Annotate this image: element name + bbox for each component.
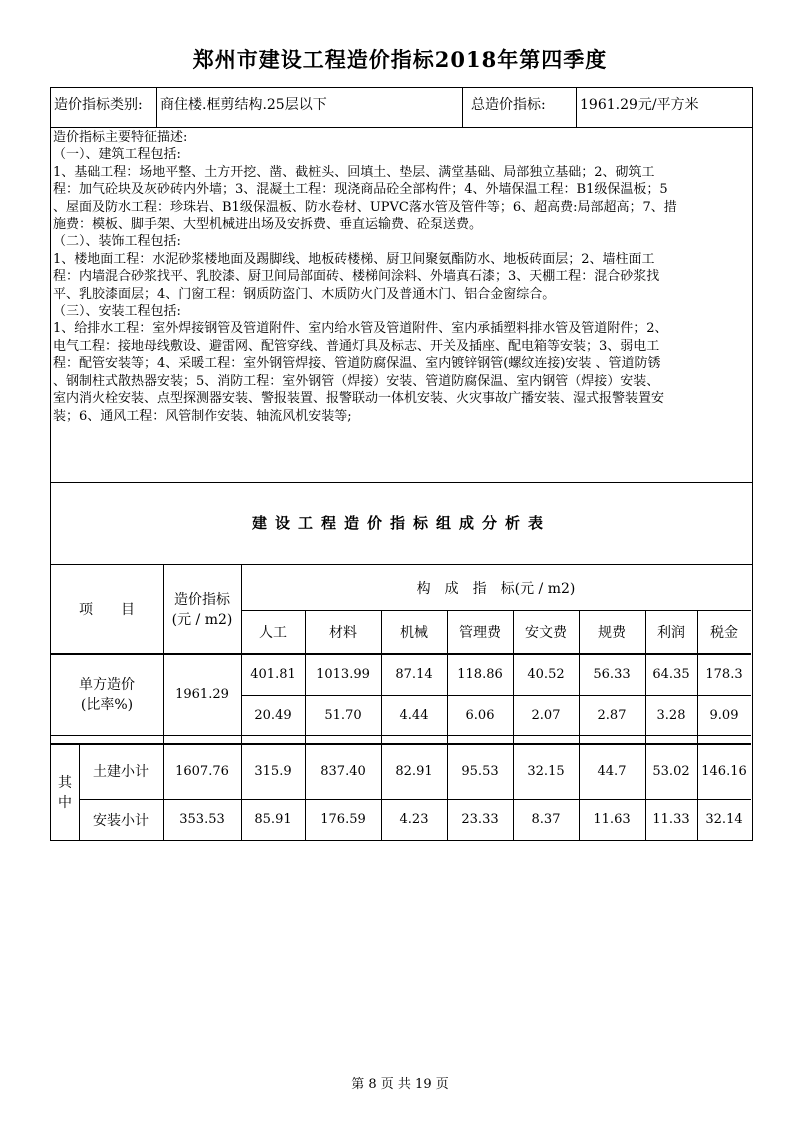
page-title: 郑州市建设工程造价指标2018年第四季度 xyxy=(192,47,608,72)
index-header-line2: (元 / m2) xyxy=(171,612,233,628)
cost-index-sheet xyxy=(50,87,753,841)
grid-line xyxy=(513,610,514,840)
unit-cost-value: 40.52 xyxy=(527,666,565,682)
column-header: 利润 xyxy=(657,624,685,641)
column-header: 规费 xyxy=(598,624,626,641)
grid-line xyxy=(51,653,751,655)
grid-line xyxy=(51,735,751,736)
column-header: 人工 xyxy=(259,624,287,641)
desc-line: 造价指标主要特征描述: xyxy=(53,130,188,145)
desc-line: 1、基础工程：场地平整、土方开挖、凿、截桩头、回填土、垫层、满堂基础、局部独立基础；2、砌筑工 xyxy=(53,164,655,180)
desc-line: 电气工程：接地母线敷设、避雷网、配管穿线、普通灯具及标志、开关及插座、配电箱等安装；3、弱电工 xyxy=(53,338,660,354)
install-value: 32.14 xyxy=(705,812,743,827)
column-header: 机械 xyxy=(400,624,428,641)
install-value: 11.33 xyxy=(652,812,690,827)
civil-value: 32.15 xyxy=(527,763,565,779)
header-row xyxy=(51,88,752,128)
grid-line xyxy=(645,610,646,840)
civil-value: 82.91 xyxy=(395,763,433,779)
grid-line xyxy=(241,695,751,696)
column-header: 税金 xyxy=(710,624,738,641)
column-header: 安文费 xyxy=(525,624,567,641)
desc-line: 1、楼地面工程：水泥砂浆楼地面及踢脚线、地板砖楼梯、厨卫间聚氨酯防水、地板砖面层；2、墙柱面工 xyxy=(53,251,655,267)
ratio-value: 2.07 xyxy=(531,707,561,723)
ratio-value: 51.70 xyxy=(324,707,362,723)
civil-value: 44.7 xyxy=(597,763,627,779)
civil-label: 土建小计 xyxy=(93,764,149,780)
category-label: 造价指标类别: xyxy=(51,88,157,127)
ratio-value: 4.44 xyxy=(399,707,429,723)
ratio-value: 9.09 xyxy=(709,707,739,723)
page-footer: 第 8 页 共 19 页 xyxy=(351,1077,449,1092)
item-header: 项 目 xyxy=(79,602,135,618)
unit-cost-label-line2: (比率%) xyxy=(80,697,134,713)
install-total: 353.53 xyxy=(179,812,225,827)
among-label xyxy=(51,743,79,840)
install-value: 8.37 xyxy=(531,812,561,827)
index-header-line1: 造价指标 xyxy=(174,592,230,608)
install-value: 85.91 xyxy=(254,812,292,827)
index-header xyxy=(163,565,241,653)
desc-line: 程：配管安装等；4、采暖工程：室外钢管焊接、管道防腐保温、室内镀锌钢管(螺纹连接)安装 、管道防锈 xyxy=(53,356,661,372)
unit-cost-value: 64.35 xyxy=(652,666,690,682)
install-label: 安装小计 xyxy=(93,812,149,829)
grid-line xyxy=(381,610,382,840)
install-value: 11.63 xyxy=(593,812,631,827)
civil-value: 95.53 xyxy=(461,763,499,779)
desc-line: 、钢制柱式散热器安装；5、消防工程：室外钢管（焊接）安装、管道防腐保温、室内钢管（焊接）安装、 xyxy=(53,373,660,389)
unit-cost-label-line1: 单方造价 xyxy=(79,677,135,693)
desc-line: （二）、装饰工程包括: xyxy=(53,234,181,250)
civil-value: 837.40 xyxy=(320,763,366,779)
unit-cost-value: 118.86 xyxy=(457,666,503,682)
grid-line xyxy=(241,610,751,611)
category-value: 商住楼.框剪结构.25层以下 xyxy=(157,88,463,127)
install-value: 176.59 xyxy=(320,812,366,827)
ratio-value: 2.87 xyxy=(597,707,627,723)
grid-line xyxy=(79,743,80,840)
grid-line xyxy=(697,610,698,840)
analysis-title: 建设工程造价指标组成分析表 xyxy=(51,483,752,565)
desc-line: （三）、安装工程包括: xyxy=(53,304,181,320)
grid-line xyxy=(79,799,751,800)
grid-line xyxy=(579,610,580,840)
feature-description xyxy=(51,128,752,483)
unit-cost-total: 1961.29 xyxy=(175,686,229,702)
desc-line: 、屋面及防水工程：珍珠岩、B1级保温板、防水卷材、UPVC落水管及管件等；6、超高费:局部超高；7、措 xyxy=(53,199,677,215)
unit-cost-value: 56.33 xyxy=(593,666,631,682)
ratio-value: 20.49 xyxy=(254,707,292,723)
among-label-line1: 其 xyxy=(58,774,72,791)
desc-line: （一）、建筑工程包括: xyxy=(53,147,181,163)
unit-cost-label xyxy=(51,653,163,735)
column-header: 材料 xyxy=(329,624,357,641)
desc-line: 室内消火栓安装、点型探测器安装、警报装置、报警联动一体机安装、火灾事故广播安装、湿式报警装置安 xyxy=(53,391,665,407)
among-label-line2: 中 xyxy=(58,794,72,811)
desc-line: 施费：模板、脚手架、大型机械进出场及安拆费、垂直运输费、砼泵送费。 xyxy=(53,217,483,233)
civil-value: 53.02 xyxy=(652,763,690,779)
desc-line: 1、给排水工程：室外焊接钢管及管道附件、室内给水管及管道附件、室内承插塑料排水管及管道附件；2、 xyxy=(53,321,668,337)
unit-cost-value: 401.81 xyxy=(250,666,296,682)
unit-cost-value: 1013.99 xyxy=(316,666,370,682)
civil-value: 315.9 xyxy=(254,763,292,779)
unit-cost-value: 178.3 xyxy=(705,666,743,682)
civil-value: 146.16 xyxy=(701,763,747,779)
composition-header: 构 成 指 标(元 / m2) xyxy=(416,580,576,597)
desc-line: 程：加气砼块及灰砂砖内外墙；3、混凝土工程：现浇商品砼全部构件；4、外墙保温工程：B1级保温板；5 xyxy=(53,182,668,198)
desc-line: 装；6、通风工程：风管制作安装、轴流风机安装等; xyxy=(53,408,352,424)
civil-total: 1607.76 xyxy=(175,763,229,779)
grid-line xyxy=(51,743,751,745)
total-value: 1961.29元/平方米 xyxy=(580,97,699,113)
total-label: 总造价指标: xyxy=(463,88,577,127)
analysis-table xyxy=(51,565,751,842)
desc-line: 程：内墙混合砂浆找平、乳胶漆、厨卫间局部面砖、楼梯间涂料、外墙真石漆；3、天棚工程：混合砂浆找 xyxy=(53,269,660,285)
ratio-value: 3.28 xyxy=(656,707,686,723)
grid-line xyxy=(447,610,448,840)
ratio-value: 6.06 xyxy=(465,707,495,723)
column-header: 管理费 xyxy=(459,624,501,641)
install-value: 23.33 xyxy=(461,812,499,827)
unit-cost-value: 87.14 xyxy=(395,666,433,682)
desc-line: 平、乳胶漆面层；4、门窗工程：钢质防盗门、木质防火门及普通木门、铝合金窗综合。 xyxy=(53,286,556,302)
grid-line xyxy=(305,610,306,840)
install-value: 4.23 xyxy=(399,812,429,827)
